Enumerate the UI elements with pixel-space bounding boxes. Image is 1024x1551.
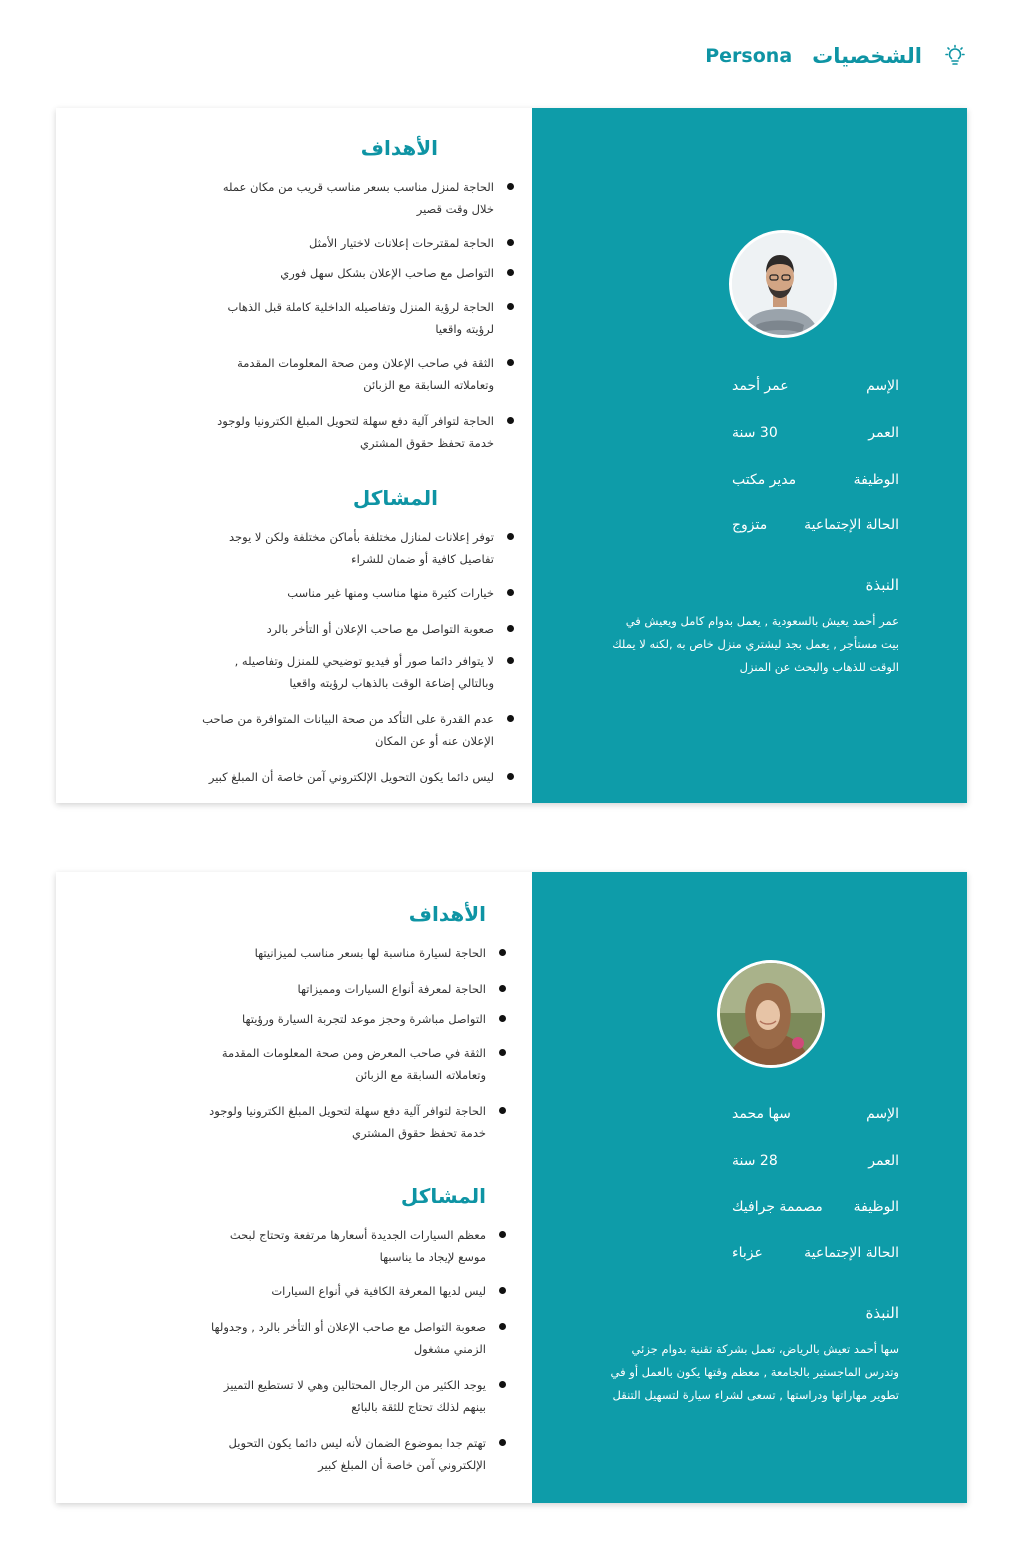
info-value: عمر أحمد xyxy=(732,378,789,394)
list-item: الحاجة لمقترحات إعلانات لاختيار الأمثل xyxy=(186,232,516,254)
list-item: عدم القدرة على التأكد من صحة البيانات المتوافرة من صاحب الإعلان عنه أو عن المكان xyxy=(186,708,516,752)
title-arabic: الشخصيات xyxy=(812,44,922,68)
list-item: يوجد الكثير من الرجال المحتالين وهي لا تستطيع التمييز بينهم لذلك تحتاج للثقة بالبائع xyxy=(178,1374,508,1418)
list-item: الحاجة لمعرفة أنواع السيارات ومميزاتها xyxy=(178,978,508,1000)
list-item: ليس لديها المعرفة الكافية في أنواع السيارات xyxy=(178,1280,508,1302)
list-item: تهتم جدا بموضوع الضمان لأنه ليس دائما يكون التحويل الإلكتروني آمن خاصة أن المبلغ كبير xyxy=(178,1432,508,1476)
info-value: مصممة جرافيك xyxy=(732,1199,823,1215)
list-item: الثقة في صاحب الإعلان ومن صحة المعلومات المقدمة وتعاملاته السابقة مع الزبائن xyxy=(186,352,516,396)
bio-line: بيت مستأجر , يعمل بجد ليشتري منزل خاص به ,لكنه لا يملك xyxy=(612,637,899,651)
problems-title: المشاكل xyxy=(352,486,438,510)
bio-line: سها أحمد تعيش بالرياض، تعمل بشركة تقنية بدوام جزئي xyxy=(631,1342,899,1356)
info-label: الوظيفة xyxy=(853,1199,899,1215)
list-item: صعوبة التواصل مع صاحب الإعلان أو التأخر بالرد , وجدولها الزمني مشغول xyxy=(178,1316,508,1360)
list-item: توفر إعلانات لمنازل مختلفة بأماكن مختلفة ولكن لا يوجد تفاصيل كافية أو ضمان للشراء xyxy=(186,526,516,570)
info-row-status xyxy=(732,1245,899,1261)
lightbulb-icon xyxy=(942,43,968,69)
persona-card xyxy=(56,108,967,803)
info-value: مدير مكتب xyxy=(732,472,797,488)
list-item: الحاجة لسيارة مناسبة لها بسعر مناسب لميزانيتها xyxy=(178,942,508,964)
info-value: 28 سنة xyxy=(732,1153,778,1169)
info-row-job xyxy=(732,1199,899,1215)
info-label: الحالة الإجتماعية xyxy=(804,1245,899,1261)
list-item: الحاجة لتوافر آلية دفع سهلة لتحويل المبلغ الكترونيا ولوجود خدمة تحفظ حقوق المشتري xyxy=(186,410,516,454)
list-item: التواصل مع صاحب الإعلان بشكل سهل فوري xyxy=(186,262,516,284)
bio-line: وتدرس الماجستير بالجامعة , معظم وقتها يكون بالعمل أو في xyxy=(610,1365,899,1379)
problems-title: المشاكل xyxy=(400,1184,486,1208)
woman-avatar xyxy=(717,960,825,1068)
goals-list xyxy=(178,942,508,1144)
info-value: عزباء xyxy=(732,1245,763,1261)
list-item: الحاجة لمنزل مناسب بسعر مناسب قريب من مكان عمله خلال وقت قصير xyxy=(186,176,516,220)
info-value: متزوج xyxy=(732,517,768,533)
info-label: الوظيفة xyxy=(853,472,899,488)
page-header xyxy=(705,40,968,72)
info-row-status xyxy=(732,517,899,533)
title-english: Persona xyxy=(705,45,793,67)
bio-text xyxy=(599,1338,899,1407)
info-row-job xyxy=(732,472,899,488)
info-value: سها محمد xyxy=(732,1106,791,1122)
bio-line: الوقت للذهاب والبحث عن المنزل xyxy=(739,660,899,674)
info-row-name xyxy=(732,378,899,394)
goals-title: الأهداف xyxy=(408,902,486,926)
problems-list xyxy=(186,526,516,788)
list-item: الحاجة لرؤية المنزل وتفاصيله الداخلية كاملة قبل الذهاب لرؤيته واقعيا xyxy=(186,296,516,340)
bio-line: تطوير مهاراتها ودراستها , تسعى لشراء سيارة لتسهيل التنقل xyxy=(612,1388,899,1402)
info-label: العمر xyxy=(868,1153,899,1169)
info-label: الإسم xyxy=(866,1106,899,1122)
problems-list xyxy=(178,1224,508,1476)
list-item: معظم السيارات الجديدة أسعارها مرتفعة وتحتاج لبحث موسع لإيجاد ما يناسبها xyxy=(178,1224,508,1268)
bio-text xyxy=(599,610,899,679)
info-label: العمر xyxy=(868,425,899,441)
list-item: خيارات كثيرة منها مناسب ومنها غير مناسب xyxy=(186,582,516,604)
info-label: الحالة الإجتماعية xyxy=(804,517,899,533)
goals-title: الأهداف xyxy=(360,136,438,160)
bio-line: عمر أحمد يعيش بالسعودية , يعمل بدوام كامل ويعيش في xyxy=(625,614,899,628)
man-avatar xyxy=(729,230,837,338)
info-row-age xyxy=(732,1153,899,1169)
persona-details-panel xyxy=(56,108,532,803)
bio-title: النبذة xyxy=(865,576,899,594)
info-row-name xyxy=(732,1106,899,1122)
persona-info-panel xyxy=(532,108,967,803)
goals-list xyxy=(186,176,516,454)
info-value: 30 سنة xyxy=(732,425,778,441)
list-item: الثقة في صاحب المعرض ومن صحة المعلومات المقدمة وتعاملاته السابقة مع الزبائن xyxy=(178,1042,508,1086)
list-item: لا يتوافر دائما صور أو فيديو توضيحي للمنزل وتفاصيله , وبالتالي إضاعة الوقت بالذهاب لرؤيته واقعيا xyxy=(186,650,516,694)
list-item: صعوبة التواصل مع صاحب الإعلان أو التأخر بالرد xyxy=(186,618,516,640)
persona-card xyxy=(56,872,967,1503)
bio-title: النبذة xyxy=(865,1304,899,1322)
list-item: التواصل مباشرة وحجز موعد لتجربة السيارة ورؤيتها xyxy=(178,1008,508,1030)
list-item: ليس دائما يكون التحويل الإلكتروني آمن خاصة أن المبلغ كبير xyxy=(186,766,516,788)
persona-details-panel xyxy=(56,872,532,1503)
persona-info-panel xyxy=(532,872,967,1503)
list-item: الحاجة لتوافر آلية دفع سهلة لتحويل المبلغ الكترونيا ولوجود خدمة تحفظ حقوق المشتري xyxy=(178,1100,508,1144)
info-row-age xyxy=(732,425,899,441)
info-label: الإسم xyxy=(866,378,899,394)
